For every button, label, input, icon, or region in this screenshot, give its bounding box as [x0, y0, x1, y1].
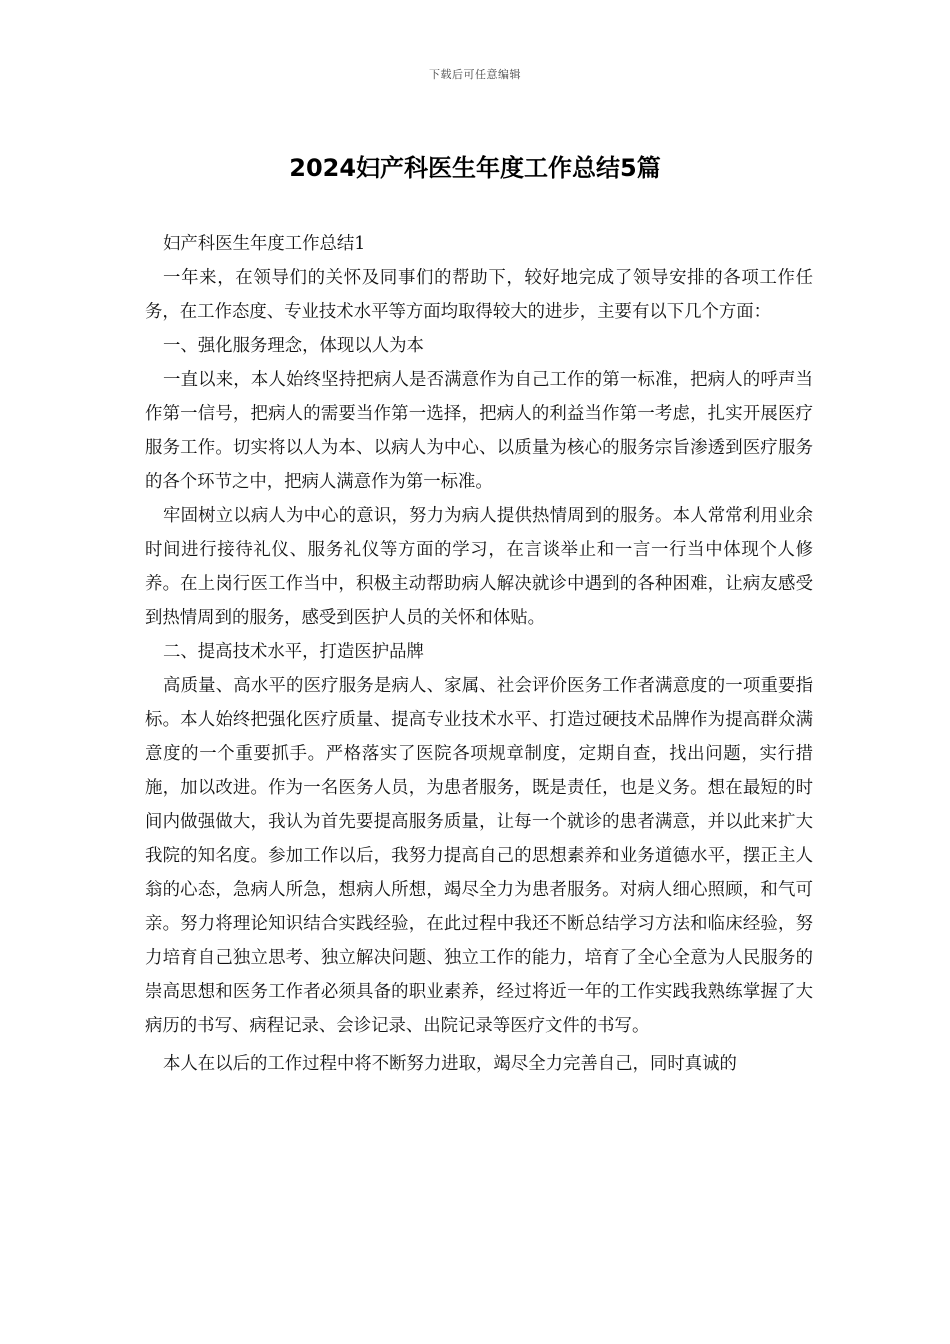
body-paragraph: 本人在以后的工作过程中将不断努力进取，竭尽全力完善自己，同时真诚的	[163, 1054, 737, 1074]
body-paragraph: 牢固树立以病人为中心的意识，努力为病人提供热情周到的服务。本人常常利用业余时间进行接待礼仪、服务礼仪等方面的学习，在言谈举止和一言一行当中体现个人修养。在上岗行医工作当中，积极主动帮助病人解决就诊中遇到的各种困难，让病友感受到热情周到的服务，感受到医护人员的关怀和体贴。	[145, 506, 813, 628]
document-title: 2024妇产科医生年度工作总结5篇	[289, 154, 661, 182]
section-heading: 一、强化服务理念，体现以人为本	[163, 336, 424, 356]
body-paragraph: 一直以来，本人始终坚持把病人是否满意作为自己工作的第一标准，把病人的呼声当作第一信号，把病人的需要当作第一选择，把病人的利益当作第一考虑，扎实开展医疗服务工作。切实将以人为本、以病人为中心、以质量为核心的服务宗旨渗透到医疗服务的各个环节之中，把病人满意作为第一标准。	[145, 370, 813, 492]
document-body	[145, 227, 813, 1081]
body-paragraph: 一年来，在领导们的关怀及同事们的帮助下，较好地完成了领导安排的各项工作任务，在工作态度、专业技术水平等方面均取得较大的进步，主要有以下几个方面：	[145, 268, 813, 322]
body-paragraph: 高质量、高水平的医疗服务是病人、家属、社会评价医务工作者满意度的一项重要指标。本人始终把强化医疗质量、提高专业技术水平、打造过硬技术品牌作为提高群众满意度的一个重要抓手。严格落实了医院各项规章制度，定期自查，找出问题，实行措施，加以改进。作为一名医务人员，为患者服务，既是责任，也是义务。想在最短的时间内做强做大，我认为首先要提高服务质量，让每一个就诊的患者满意，并以此来扩大我院的知名度。参加工作以后，我努力提高自己的思想素养和业务道德水平，摆正主人翁的心态，急病人所急，想病人所想，竭尽全力为患者服务。对病人细心照顾，和气可亲。努力将理论知识结合实践经验，在此过程中我还不断总结学习方法和临床经验，努力培育自己独立思考、独立解决问题、独立工作的能力，培育了全心全意为人民服务的崇高思想和医务工作者必须具备的职业素养，经过将近一年的工作实践我熟练掌握了大病历的书写、病程记录、会诊记录、出院记录等医疗文件的书写。	[145, 676, 813, 1036]
header-note: 下载后可任意编辑	[429, 68, 521, 81]
section-heading: 妇产科医生年度工作总结1	[163, 234, 366, 254]
section-heading: 二、提高技术水平，打造医护品牌	[163, 642, 424, 662]
